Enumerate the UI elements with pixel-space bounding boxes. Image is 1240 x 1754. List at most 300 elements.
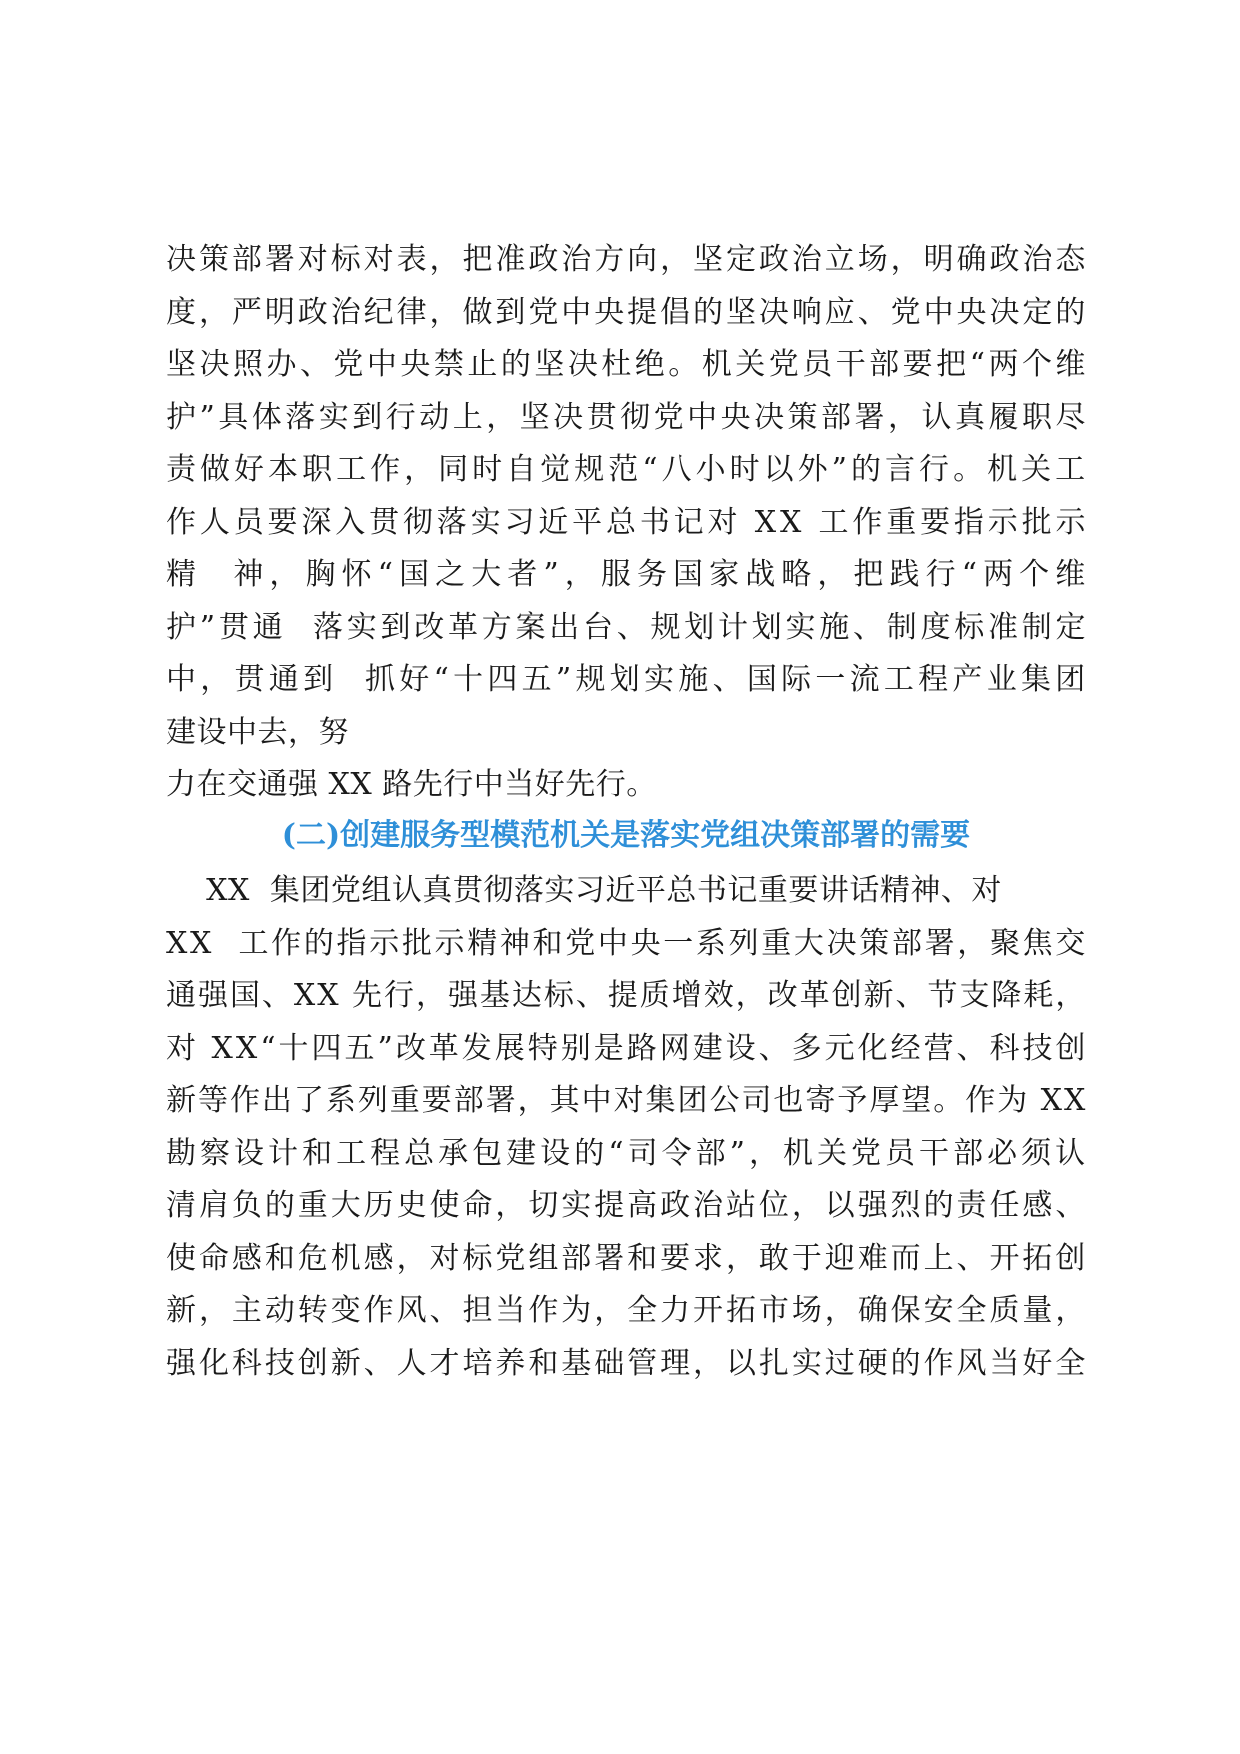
glyph: 政 [528,242,559,277]
glyph: 、 [712,662,744,697]
glyph: 系 [695,925,727,961]
glyph: 对 [166,1030,197,1066]
paragraph-line [166,865,1086,918]
paragraph-line [166,1285,1086,1338]
glyph: 的 [500,347,532,382]
glyph: 干 [919,1135,950,1171]
glyph [226,918,236,971]
glyph: 神 [233,557,264,592]
glyph: 策 [787,399,819,435]
glyph: 感 [363,1240,395,1276]
glyph: 创 [1055,1240,1086,1276]
glyph: 员 [885,1135,916,1171]
glyph: 工 [1055,452,1086,487]
glyph: 真 [954,399,986,435]
glyph: ， [594,1293,625,1328]
glyph: 集 [1020,662,1052,697]
glyph: ， [1055,1293,1086,1328]
glyph: 场 [791,1293,823,1328]
glyph: X [190,925,212,961]
glyph: ， [957,925,988,961]
glyph: “ [969,347,986,382]
glyph: X [754,504,777,540]
glyph: 贯 [234,662,266,697]
glyph: 应 [824,294,856,330]
glyph: 治 [561,242,592,277]
glyph: 、 [616,609,648,645]
glyph: 严 [231,294,263,330]
glyph: 令 [661,1135,693,1171]
glyph: 中 [597,925,629,961]
glyph: X [317,978,340,1013]
glyph [741,497,751,550]
glyph: 转 [297,1293,329,1328]
glyph: 五 [521,662,553,697]
glyph: 机 [701,347,733,382]
glyph: 化 [857,1030,889,1066]
glyph: 立 [824,242,856,277]
glyph: 干 [835,347,867,382]
glyph: 力 [660,1293,691,1328]
glyph: 家 [709,557,740,592]
glyph: ， [495,1188,526,1223]
glyph: 的 [851,452,882,487]
glyph: 担 [462,1293,493,1328]
paragraph-line [166,1075,1086,1128]
glyph: 程 [918,662,949,697]
glyph: 尽 [1055,399,1086,435]
glyph: 司 [627,1135,659,1171]
glyph: 中 [366,347,398,382]
glyph: 要 [920,504,951,540]
glyph: 改 [767,978,799,1013]
glyph: 准 [987,609,1019,645]
glyph: 实 [785,609,816,645]
glyph: 确 [857,1293,889,1328]
glyph: 强 [857,1188,889,1223]
glyph: 实 [346,609,378,645]
glyph: 科 [231,1345,263,1381]
glyph [1029,1075,1039,1128]
glyph: 化 [198,1345,230,1381]
glyph: 、 [363,1345,395,1381]
glyph: 也 [773,1083,804,1118]
glyph: 命 [198,1240,230,1276]
glyph: ， [817,557,848,592]
glyph: 动 [264,1293,296,1328]
glyph: 、 [261,978,293,1013]
glyph: ， [890,242,922,277]
glyph [805,497,815,550]
glyph: 通 [252,609,284,645]
glyph: 作 [166,504,197,540]
glyph: 须 [1021,1135,1052,1171]
paragraph-line [166,654,1086,707]
glyph: 培 [462,1345,493,1381]
glyph: 署 [264,242,296,277]
glyph: 实 [791,1345,823,1381]
glyph: 使 [166,1240,197,1276]
glyph: 设 [725,1030,757,1066]
glyph: 的 [923,1188,955,1223]
glyph: 关 [817,1135,848,1171]
glyph: 行 [384,978,415,1013]
glyph: 央 [594,294,625,330]
glyph: 展 [494,1030,526,1066]
glyph: 怀 [341,557,373,592]
glyph: 十 [453,662,484,697]
glyph: 清 [166,1188,197,1223]
glyph: 落 [285,399,316,435]
glyph: 新 [166,1293,197,1328]
glyph: 决 [166,242,197,277]
glyph: 部 [231,242,263,277]
glyph: 部 [891,925,923,961]
glyph [341,970,351,1023]
glyph: 把 [936,347,967,382]
glyph: 使 [429,1188,460,1223]
glyph: 出 [549,609,580,645]
glyph: 建 [506,1135,537,1171]
glyph: 和 [627,1240,658,1276]
glyph: 好 [399,662,430,697]
glyph: 的 [693,294,724,330]
glyph: 示 [987,504,1019,540]
glyph: 觉 [540,452,571,487]
glyph: 中 [581,1083,613,1118]
glyph: 、 [575,978,607,1013]
glyph: 列 [728,925,760,961]
glyph: 任 [989,1188,1020,1223]
glyph: 。 [933,1083,964,1118]
glyph: 计 [268,1135,299,1171]
glyph: 略 [781,557,812,592]
glyph: 实 [318,399,350,435]
glyph: X [235,1030,258,1066]
glyph: 倡 [660,294,691,330]
glyph: ， [888,399,919,435]
glyph: 重 [761,925,792,961]
glyph: 改 [414,609,445,645]
glyph: ， [660,242,691,277]
glyph: 量 [1022,1293,1053,1328]
glyph: 科 [989,1030,1021,1066]
glyph: 践 [889,557,920,592]
glyph: 硬 [857,1345,889,1381]
glyph: 决 [758,294,790,330]
glyph: 质 [639,978,671,1013]
glyph: 当 [495,1293,526,1328]
glyph: 彻 [402,504,434,540]
glyph: 职 [1021,399,1053,435]
paragraph-line [166,339,1086,392]
glyph: 支 [959,978,990,1013]
glyph: 实 [470,504,502,540]
glyph: 部 [821,399,852,435]
glyph: 办 [266,347,297,382]
glyph: 党 [653,399,685,435]
glyph: 大 [793,925,825,961]
glyph: 。 [953,452,984,487]
glyph: 党 [565,925,596,961]
glyph: 、 [857,294,889,330]
paragraph-line [166,970,1086,1023]
glyph: ” [377,1030,394,1066]
glyph: “ [608,1135,625,1171]
glyph: 批 [1021,504,1053,540]
glyph: 坚 [693,242,724,277]
paragraph-line [166,707,1086,760]
glyph: 新 [330,1345,362,1381]
glyph: 工 [336,1135,367,1171]
glyph: 方 [594,242,625,277]
glyph: 四 [487,662,518,697]
glyph: ” [543,557,560,592]
glyph: 施 [819,609,850,645]
glyph: 风 [956,1345,987,1381]
glyph: 部 [453,1083,485,1118]
glyph: 全 [627,1293,658,1328]
glyph: 定 [725,242,757,277]
glyph: 央 [400,347,431,382]
glyph: 机 [782,1135,814,1171]
glyph: 政 [660,1188,691,1223]
glyph: 把 [462,242,493,277]
glyph: 八 [661,452,693,487]
glyph: 两 [983,557,1014,592]
glyph: 重 [886,504,917,540]
glyph: 勘 [166,1135,197,1171]
glyph: 责 [956,1188,987,1223]
glyph: 切 [528,1188,559,1223]
glyph: ， [429,294,460,330]
paragraph-line [166,392,1086,445]
glyph: 技 [264,1345,296,1381]
glyph: 做 [200,452,231,487]
glyph: 寄 [805,1083,836,1118]
glyph: X [166,925,188,961]
glyph: 度 [920,609,951,645]
glyph [199,1023,209,1076]
glyph: 提 [627,294,658,330]
glyph: 特 [527,1030,559,1066]
glyph: 策 [198,242,230,277]
glyph: 五 [344,1030,375,1066]
glyph: 市 [758,1293,790,1328]
glyph: 抓 [364,662,396,697]
paragraph-line [166,759,1086,812]
glyph: 程 [370,1135,401,1171]
paragraph-line [166,918,1086,971]
glyph [351,654,361,707]
glyph: 、 [895,978,927,1013]
glyph: 肩 [198,1188,230,1223]
glyph: 到 [303,662,334,697]
glyph: 等 [197,1083,229,1118]
glyph: 响 [791,294,823,330]
glyph: 明 [264,294,296,330]
glyph: “ [642,452,659,487]
glyph: 胸 [305,557,336,592]
glyph: 通 [166,978,197,1013]
glyph: 站 [725,1188,757,1223]
glyph: 中 [923,294,955,330]
glyph: 决 [989,294,1020,330]
glyph: 部 [869,347,900,382]
glyph: 强 [447,978,479,1013]
glyph: 党 [890,294,922,330]
glyph: 的 [574,1135,605,1171]
glyph: 安 [923,1293,955,1328]
glyph: 署 [854,399,886,435]
glyph: 绝 [634,347,666,382]
glyph: 十 [278,1030,310,1066]
glyph: 服 [600,557,632,592]
paragraph-line [166,1128,1086,1181]
glyph: 批 [401,925,433,961]
glyph: 求 [693,1240,724,1276]
glyph: 对 [613,1083,645,1118]
glyph: 要 [267,504,299,540]
glyph: 确 [956,242,987,277]
glyph: 决 [199,347,230,382]
glyph: ， [725,1240,757,1276]
glyph: 、 [852,609,884,645]
glyph: 规 [575,662,606,697]
glyph: 贯 [218,609,250,645]
glyph: 定 [1022,294,1053,330]
glyph: 个 [1019,557,1050,592]
paragraph-line [166,287,1086,340]
glyph: 交 [1055,925,1086,961]
glyph: 决 [754,399,785,435]
glyph: 署 [485,1083,517,1118]
glyph: 感 [231,1240,263,1276]
glyph: 两 [988,347,1019,382]
glyph: 予 [837,1083,868,1118]
glyph: 扎 [758,1345,790,1381]
glyph: 示 [434,925,466,961]
paragraph-line [166,1180,1086,1233]
glyph [286,602,296,655]
glyph: 政 [758,242,790,277]
glyph: 迎 [824,1240,856,1276]
glyph [300,602,310,655]
glyph: 敢 [758,1240,790,1276]
glyph: 开 [989,1240,1020,1276]
glyph: 好 [1022,1345,1053,1381]
glyph: 制 [1021,609,1053,645]
glyph: 外 [797,452,829,487]
paragraph-2 [166,865,1086,1390]
glyph: 小 [695,452,727,487]
glyph: 照 [232,347,264,382]
glyph: 场 [857,242,889,277]
glyph: 员 [233,504,265,540]
glyph: 大 [471,557,502,592]
glyph: 治 [791,242,823,277]
glyph: 革 [447,609,479,645]
glyph: 坚 [166,347,197,382]
glyph: 要 [660,1240,691,1276]
glyph: 际 [781,662,812,697]
glyph: 营 [923,1030,955,1066]
glyph: 为 [561,1293,592,1328]
glyph: 达 [511,978,543,1013]
glyph: 实 [644,662,675,697]
glyph: 行 [919,452,950,487]
glyph: 标 [543,978,575,1013]
glyph: 重 [389,1083,421,1118]
glyph: 的 [890,1345,922,1381]
glyph: 认 [921,399,952,435]
glyph: 度 [166,294,197,330]
glyph: 位 [758,1188,790,1223]
glyph: 创 [831,978,863,1013]
glyph: 一 [663,925,694,961]
paragraph-line [166,602,1086,655]
glyph: 工 [818,504,850,540]
glyph: 出 [261,1083,293,1118]
glyph: 革 [428,1030,460,1066]
glyph: 国 [746,662,778,697]
glyph: 履 [988,399,1019,435]
glyph: 工 [238,925,269,961]
glyph: X [1064,1083,1086,1118]
glyph: 方 [481,609,513,645]
glyph: ， [200,662,231,697]
glyph: X [779,504,802,540]
glyph: 书 [639,504,671,540]
glyph: 机 [330,1240,362,1276]
glyph: 关 [1021,452,1052,487]
glyph: 、 [429,1293,460,1328]
glyph: 焦 [1022,925,1054,961]
glyph: 创 [297,1345,329,1381]
glyph: 行 [385,399,417,435]
glyph: 决 [567,347,599,382]
glyph: 拓 [725,1293,757,1328]
glyph: 设 [540,1135,571,1171]
glyph: 部 [695,1135,727,1171]
glyph: 杜 [601,347,632,382]
glyph: 大 [330,1188,362,1223]
glyph: 维 [1055,557,1086,592]
glyph: ， [486,399,517,435]
glyph: ， [269,557,300,592]
glyph: 深 [301,504,332,540]
glyph: 拓 [1022,1240,1053,1276]
glyph: 、 [758,1030,790,1066]
glyph: 设 [234,1135,265,1171]
glyph: 重 [297,1188,329,1223]
glyph: 实 [561,1188,592,1223]
glyph: 指 [953,504,985,540]
glyph: 落 [312,609,344,645]
glyph: 于 [791,1240,823,1276]
glyph: 标 [954,609,985,645]
glyph: 以 [725,1345,757,1381]
glyph: 党 [333,347,364,382]
glyph: 和 [264,1240,296,1276]
glyph: 战 [745,557,776,592]
glyph: 决 [553,399,584,435]
glyph: 保 [890,1293,922,1328]
glyph: 对 [707,504,738,540]
glyph: 一 [815,662,846,697]
glyph: 动 [419,399,450,435]
glyph: 作 [229,1083,261,1118]
